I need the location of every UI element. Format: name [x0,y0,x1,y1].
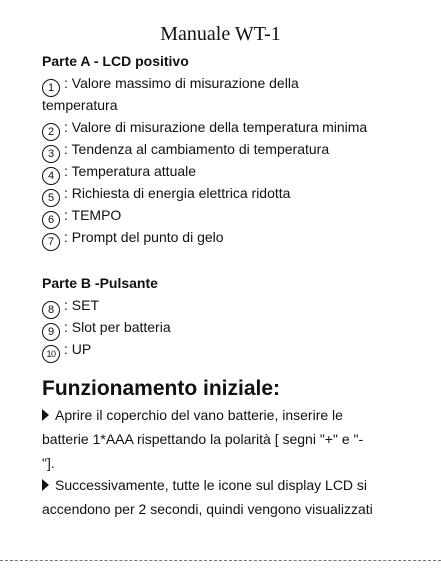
circled-number: 6 [42,211,60,229]
list-item [42,206,121,229]
list-item [42,96,117,114]
list-item [42,118,367,141]
circled-number: 7 [42,233,60,251]
list-item [42,140,329,163]
page-title: Manuale WT-1 [160,23,281,45]
list-item [42,74,299,97]
circled-number: 10 [42,345,60,363]
triangle-bullet-icon [42,479,49,491]
circled-number: 8 [42,301,60,319]
list-item-text: temperatura [42,97,118,113]
paragraph-text: batterie 1*AAA rispettando la polarità [ segni "+" e "- [42,431,364,447]
list-item [42,340,91,363]
circled-number: 3 [42,145,60,163]
list-item [42,318,171,341]
list-item [42,296,99,319]
list-item-text: : Temperatura attuale [64,163,197,179]
paragraph-line [42,474,367,496]
list-item-text: : Prompt del punto di gelo [64,229,224,245]
circled-number: 2 [42,123,60,141]
triangle-bullet-icon [42,409,49,421]
list-item-text: : Valore di misurazione della temperatura minima [64,119,368,135]
paragraph-text: accendono per 2 secondi, quindi vengono visualizzati [42,501,373,517]
circled-number: 5 [42,189,60,207]
list-item [42,228,224,251]
list-item-text: : UP [64,341,92,357]
list-item-text: : TEMPO [64,207,122,223]
list-item-text: : SET [64,297,100,313]
paragraph-line [42,498,373,520]
page-bottom-divider [0,560,441,561]
paragraph-text: Aprire il coperchio del vano batterie, inserire le [55,407,343,423]
paragraph-text: Successivamente, tutte le icone sul display LCD si [55,477,368,493]
list-item [42,162,196,185]
circled-number: 9 [42,323,60,341]
list-item [42,184,290,207]
paragraph-line [42,428,363,450]
list-item-text: : Valore massimo di misurazione della [64,75,299,91]
list-item-text: : Richiesta di energia elettrica ridotta [64,185,291,201]
paragraph-line [42,452,55,474]
list-item-text: : Slot per batteria [64,319,171,335]
initial-operation-heading: Funzionamento iniziale: [42,377,281,400]
part-b-title: Parte B -Pulsante [42,275,158,291]
circled-number: 4 [42,167,60,185]
list-item-text: : Tendenza al cambiamento di temperatura [64,141,330,157]
part-a-title: Parte A - LCD positivo [42,53,189,69]
circled-number: 1 [42,79,60,97]
paragraph-text: "]. [42,455,55,471]
paragraph-line [42,404,343,426]
